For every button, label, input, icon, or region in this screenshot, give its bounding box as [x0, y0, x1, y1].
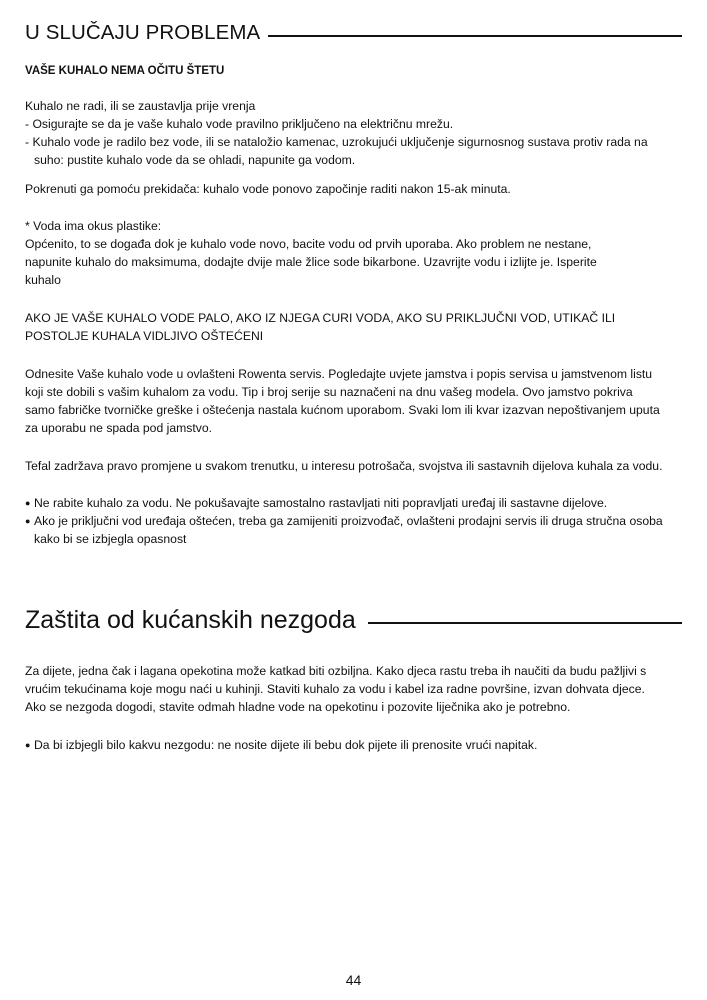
bullet-icon: ●	[25, 516, 31, 526]
warning-line: AKO JE VAŠE KUHALO VODE PALO, AKO IZ NJEGA CURI VODA, AKO SU PRIKLJUČNI VOD, UTIKAČ ILI	[25, 311, 616, 325]
paragraph-line: kuhalo	[25, 273, 61, 287]
bullet-list	[25, 494, 685, 548]
heading-rule	[268, 35, 682, 37]
restart-paragraph	[25, 180, 685, 198]
paragraph-line: za uporabu ne spada pod jamstvo.	[25, 421, 213, 435]
accident-bullet-list	[25, 736, 685, 754]
service-paragraph	[25, 365, 685, 437]
tefal-paragraph	[25, 457, 685, 475]
list-item	[25, 512, 685, 530]
paragraph-line: vrućim tekućinama koje mogu naći u kuhinji. Staviti kuhalo za vodu i kabel iza radne površine, izvan dohvata djece.	[25, 682, 645, 696]
heading-rule	[368, 622, 682, 624]
subsection-title: VAŠE KUHALO NEMA OČITU ŠTETU	[25, 65, 225, 77]
issue-item: - Kuhalo vode je radilo bez vode, ili se nataložio kamenac, uzrokujući uključenje sigurnosnog sustava protiv rada na	[25, 135, 648, 149]
paragraph-line: napunite kuhalo do maksimuma, dodajte dvije male žlice sode bikarbone. Uzavrijte vodu i izlijte je. Isperite	[25, 255, 597, 269]
warning-line: POSTOLJE KUHALA VIDLJIVO OŠTEĆENI	[25, 329, 264, 343]
page-number: 44	[345, 972, 362, 988]
paragraph-line: samo fabričke tvorničke greške i oštećenja nastala kućnom uporabom. Svaki lom ili kvar izazvan nepoštivanjem uputa	[25, 403, 660, 417]
list-item	[25, 494, 685, 512]
damage-warning	[25, 309, 685, 345]
tefal-text: Tefal zadržava pravo promjene u svakom trenutku, u interesu potrošača, svojstva ili sastavnih dijelova kuhala za vodu.	[25, 459, 663, 473]
paragraph-line: Ako se nezgoda dogodi, stavite odmah hladne vode na opekotinu i pozovite liječnika ako je potrebno.	[25, 700, 571, 714]
paragraph-line: Odnesite Vaše kuhalo vode u ovlašteni Rowenta servis. Pogledajte uvjete jamstva i popis servisa u jamstvenom listu	[25, 367, 653, 381]
issue-plastic-taste	[25, 217, 685, 289]
list-item-text: Da bi izbjegli bilo kakvu nezgodu: ne nosite dijete ili bebu dok pijete ili prenosite vrući napitak.	[34, 738, 538, 752]
section-title: U SLUČAJU PROBLEMA	[25, 21, 261, 44]
restart-text: Pokrenuti ga pomoću prekidača: kuhalo vode ponovo započinje raditi nakon 15-ak minuta.	[25, 182, 511, 196]
issue-title: * Voda ima okus plastike:	[25, 219, 162, 233]
issue-not-working	[25, 97, 685, 169]
paragraph-line: Općenito, to se događa dok je kuhalo vode novo, bacite vodu od prvih uporaba. Ako problem ne nestane,	[25, 237, 592, 251]
bullet-icon: ●	[25, 498, 31, 508]
accident-paragraph	[25, 662, 685, 716]
list-item-continued: kako bi se izbjegla opasnost	[34, 532, 187, 546]
section-heading-accidents	[25, 606, 682, 635]
list-item-text: Ne rabite kuhalo za vodu. Ne pokušavajte samostalno rastavljati niti popravljati uređaj ili sastavne dijelove.	[34, 496, 608, 510]
list-item-text: Ako je priključni vod uređaja oštećen, treba ga zamijeniti proizvođač, ovlašteni prodajni servis ili druga stručna osoba	[34, 514, 663, 528]
bullet-icon: ●	[25, 740, 31, 750]
issue-item-continued: suho: pustite kuhalo vode da se ohladi, napunite ga vodom.	[34, 153, 356, 167]
paragraph-line: koji ste dobili s vašim kuhalom za vodu. Tip i broj serije su naznačeni na dnu vašeg modela. Ovo jamstvo pokriva	[25, 385, 633, 399]
issue-item: - Osigurajte se da je vaše kuhalo vode pravilno priključeno na električnu mrežu.	[25, 117, 454, 131]
section-title: Zaštita od kućanskih nezgoda	[25, 606, 356, 634]
paragraph-line: Za dijete, jedna čak i lagana opekotina može katkad biti ozbiljna. Kako djeca rastu treba ih naučiti da budu pažljivi s	[25, 664, 647, 678]
list-item	[25, 736, 685, 754]
issue-title: Kuhalo ne radi, ili se zaustavlja prije vrenja	[25, 99, 256, 113]
section-heading-problems	[25, 21, 682, 45]
